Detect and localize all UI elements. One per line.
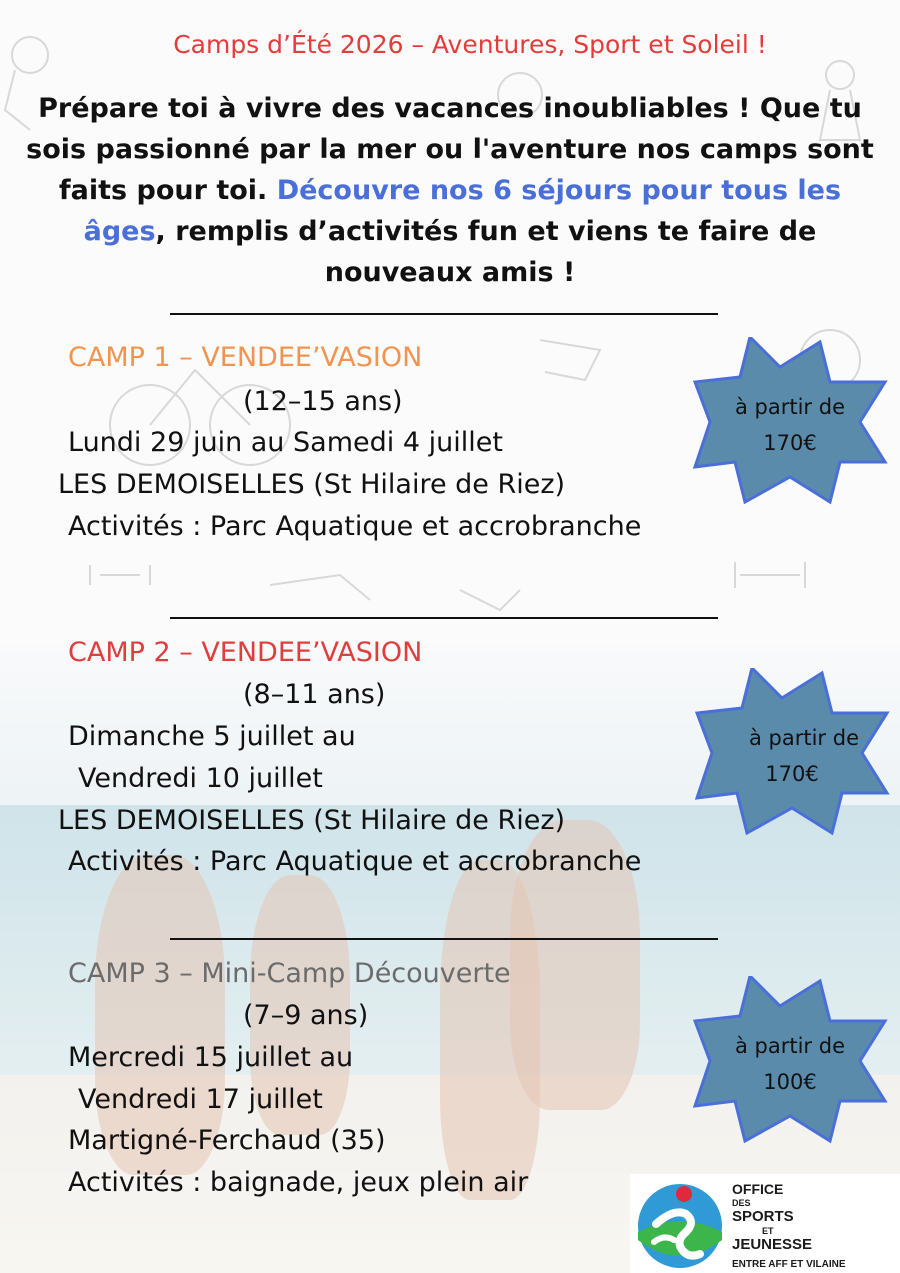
camp-2-title: CAMP 2 – VENDEE’VASION xyxy=(68,637,423,668)
logo-line-sports: SPORTS xyxy=(732,1208,794,1225)
camp-3-activities: Activités : baignade, jeux plein air xyxy=(68,1167,529,1198)
camp-2-dates-start: Dimanche 5 juillet au xyxy=(68,721,356,752)
divider-2 xyxy=(170,617,718,619)
camp-1-dates: Lundi 29 juin au Samedi 4 juillet xyxy=(68,427,503,458)
intro-text-part-1: Prépare toi à vivre des vacances inoubliables ! Que tu sois passionné par la mer ou l'aventure nos camps sont faits pour toi. xyxy=(26,93,874,206)
camp-3-price-label: à partir de xyxy=(734,1034,845,1058)
camp-1-activities: Activités : Parc Aquatique et accrobranche xyxy=(68,511,642,542)
camp-2-dates-end: Vendredi 10 juillet xyxy=(78,763,323,794)
camp-1-price-badge xyxy=(690,337,890,507)
camp-3-ages: (7–9 ans) xyxy=(243,1000,369,1031)
office-sports-jeunesse-logo xyxy=(630,1174,900,1273)
athlete-logo-icon xyxy=(634,1180,726,1268)
divider-1 xyxy=(170,313,718,315)
logo-line-region: ENTRE AFF ET VILAINE xyxy=(732,1259,846,1270)
intro-highlight: Découvre nos 6 séjours pour tous les âges xyxy=(83,175,842,247)
camp-3-price-badge xyxy=(690,976,890,1146)
intro-text-part-2: , remplis d’activités fun et viens te faire de nouveaux amis ! xyxy=(155,216,817,288)
camp-1-price-label: à partir de xyxy=(734,395,845,419)
camp-1-price-value: 170€ xyxy=(763,431,817,455)
camp-2-price-value: 170€ xyxy=(765,762,819,786)
camp-1-location: LES DEMOISELLES (St Hilaire de Riez) xyxy=(58,469,566,500)
logo-line-des: DES xyxy=(732,1198,751,1208)
logo-line-jeunesse: JEUNESSE xyxy=(732,1236,813,1253)
camp-3-dates-start: Mercredi 15 juillet au xyxy=(68,1042,354,1073)
camp-1-ages: (12–15 ans) xyxy=(243,386,403,417)
logo-wordmark xyxy=(732,1182,898,1272)
camp-2-activities: Activités : Parc Aquatique et accrobranche xyxy=(68,846,642,877)
logo-line-et: ET xyxy=(762,1226,774,1236)
camp-3-title: CAMP 3 – Mini-Camp Découverte xyxy=(68,958,511,989)
camp-2-price-badge xyxy=(692,668,892,838)
poster-title: Camps d’Été 2026 – Aventures, Sport et Soleil ! xyxy=(173,30,767,59)
camp-2-location: LES DEMOISELLES (St Hilaire de Riez) xyxy=(58,805,566,836)
camp-2-ages: (8–11 ans) xyxy=(243,679,386,710)
camp-3-dates-end: Vendredi 17 juillet xyxy=(78,1084,323,1115)
camp-2-price-label: à partir de xyxy=(748,726,859,750)
logo-line-office: OFFICE xyxy=(732,1181,784,1197)
intro-paragraph xyxy=(20,88,880,293)
divider-3 xyxy=(170,938,718,940)
camp-3-location: Martigné-Ferchaud (35) xyxy=(68,1125,386,1156)
camp-3-price-value: 100€ xyxy=(763,1070,817,1094)
camp-1-title: CAMP 1 – VENDEE’VASION xyxy=(68,342,423,373)
